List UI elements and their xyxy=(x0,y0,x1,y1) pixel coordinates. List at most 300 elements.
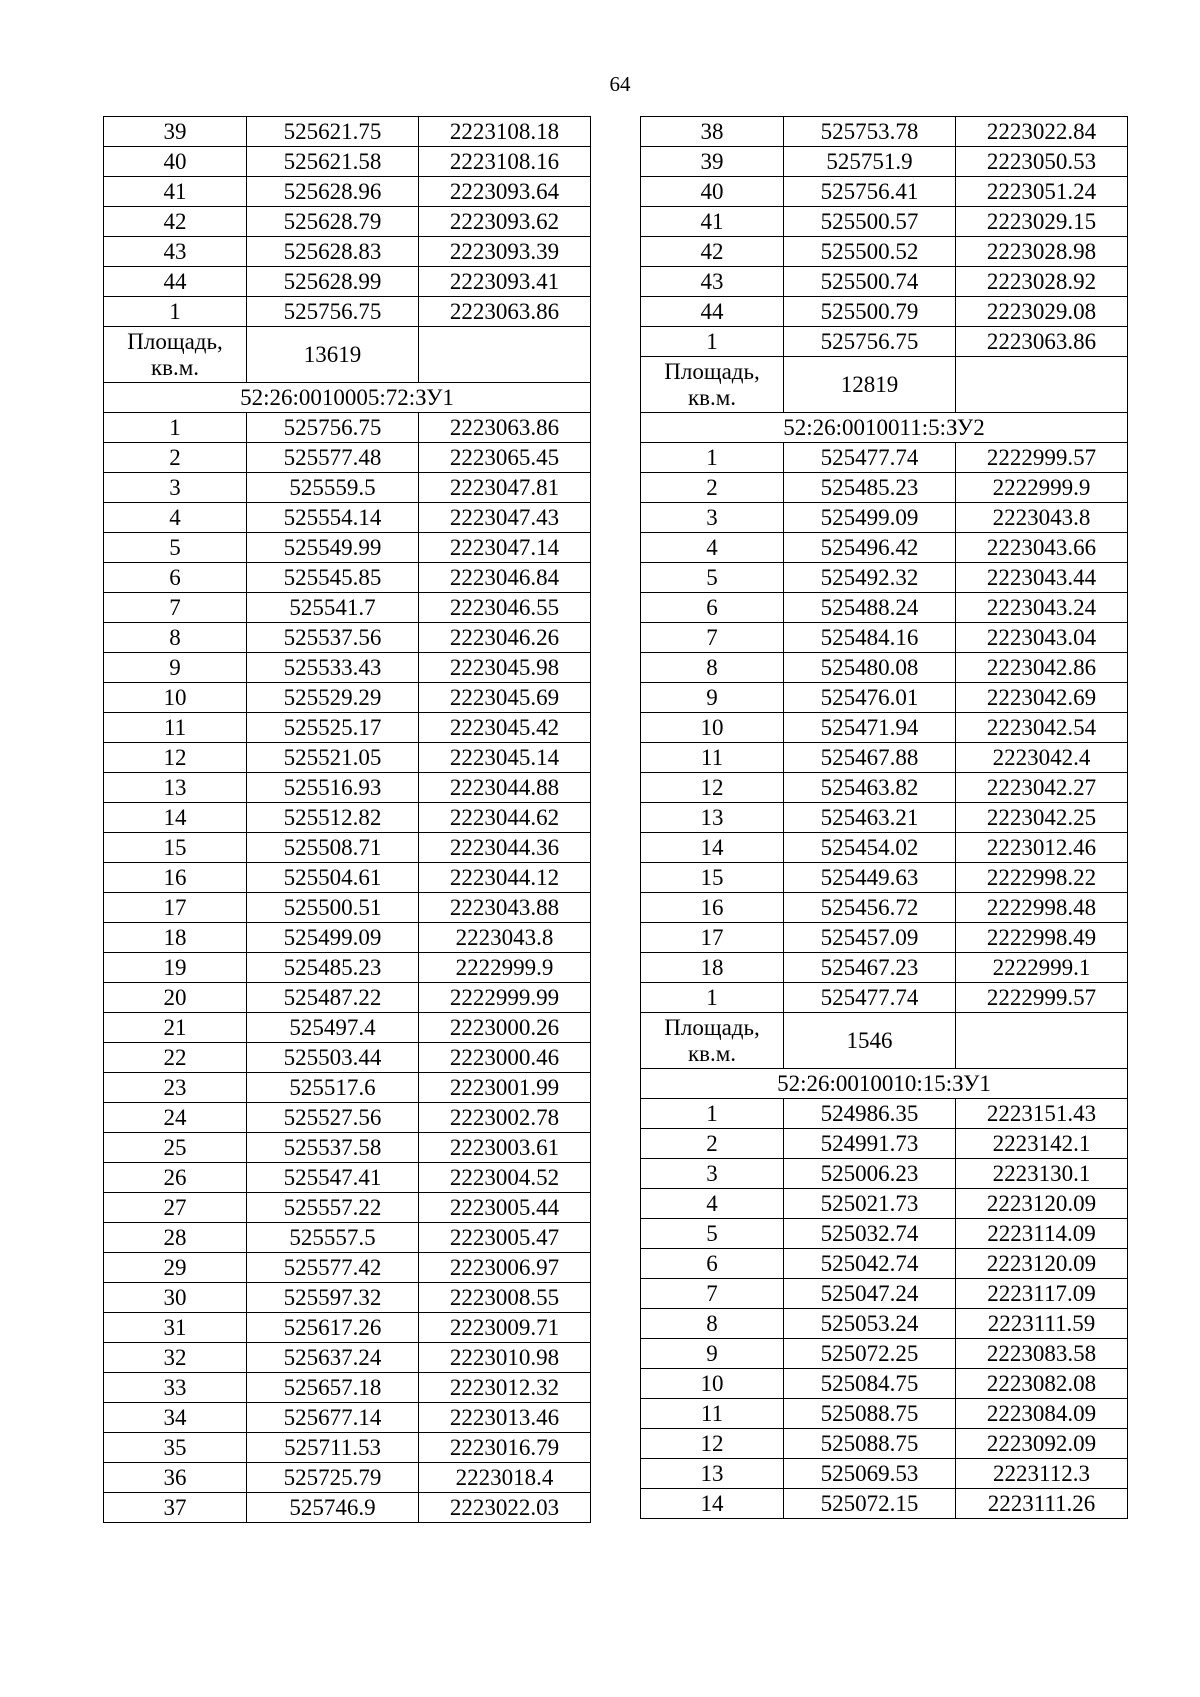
y-coordinate: 2223111.59 xyxy=(956,1309,1128,1339)
x-coordinate: 525756.75 xyxy=(247,297,419,327)
table-row xyxy=(104,623,591,653)
point-number: 17 xyxy=(641,923,784,953)
point-number: 6 xyxy=(641,593,784,623)
point-number: 1 xyxy=(104,413,247,443)
y-coordinate: 2223050.53 xyxy=(956,147,1128,177)
table-row xyxy=(641,563,1128,593)
y-coordinate: 2223042.54 xyxy=(956,713,1128,743)
x-coordinate: 525746.9 xyxy=(247,1493,419,1523)
x-coordinate: 525725.79 xyxy=(247,1463,419,1493)
y-coordinate: 2223002.78 xyxy=(419,1103,591,1133)
y-coordinate: 2223047.14 xyxy=(419,533,591,563)
x-coordinate: 525477.74 xyxy=(784,443,956,473)
x-coordinate: 525677.14 xyxy=(247,1403,419,1433)
table-row xyxy=(641,297,1128,327)
table-row xyxy=(641,1279,1128,1309)
table-row xyxy=(104,1103,591,1133)
x-coordinate: 525597.32 xyxy=(247,1283,419,1313)
point-number: 13 xyxy=(641,1459,784,1489)
point-number: 19 xyxy=(104,953,247,983)
table-row xyxy=(641,327,1128,357)
point-number: 34 xyxy=(104,1403,247,1433)
y-coordinate: 2223012.32 xyxy=(419,1373,591,1403)
y-coordinate: 2223013.46 xyxy=(419,1403,591,1433)
table-row xyxy=(104,803,591,833)
table-row xyxy=(641,683,1128,713)
point-number: 32 xyxy=(104,1343,247,1373)
table-row xyxy=(104,147,591,177)
table-row xyxy=(104,1463,591,1493)
x-coordinate: 525657.18 xyxy=(247,1373,419,1403)
point-number: 25 xyxy=(104,1133,247,1163)
y-coordinate: 2223084.09 xyxy=(956,1399,1128,1429)
area-row xyxy=(104,327,591,383)
table-row xyxy=(641,893,1128,923)
y-coordinate: 2223045.98 xyxy=(419,653,591,683)
table-row xyxy=(104,297,591,327)
y-coordinate: 2222998.49 xyxy=(956,923,1128,953)
point-number: 44 xyxy=(641,297,784,327)
x-coordinate: 525541.7 xyxy=(247,593,419,623)
x-coordinate: 525463.82 xyxy=(784,773,956,803)
y-coordinate: 2223042.86 xyxy=(956,653,1128,683)
y-coordinate: 2223142.1 xyxy=(956,1129,1128,1159)
table-row xyxy=(104,773,591,803)
point-number: 42 xyxy=(104,207,247,237)
y-coordinate: 2223044.36 xyxy=(419,833,591,863)
x-coordinate: 525471.94 xyxy=(784,713,956,743)
y-coordinate: 2222998.48 xyxy=(956,893,1128,923)
table-row xyxy=(104,1283,591,1313)
y-coordinate: 2223045.69 xyxy=(419,683,591,713)
table-row xyxy=(641,177,1128,207)
x-coordinate: 525527.56 xyxy=(247,1103,419,1133)
point-number: 10 xyxy=(641,713,784,743)
point-number: 12 xyxy=(104,743,247,773)
x-coordinate: 525500.79 xyxy=(784,297,956,327)
table-row xyxy=(641,1459,1128,1489)
x-coordinate: 525617.26 xyxy=(247,1313,419,1343)
point-number: 40 xyxy=(641,177,784,207)
x-coordinate: 525537.56 xyxy=(247,623,419,653)
y-coordinate: 2223051.24 xyxy=(956,177,1128,207)
table-row xyxy=(104,923,591,953)
point-number: 14 xyxy=(104,803,247,833)
point-number: 21 xyxy=(104,1013,247,1043)
point-number: 22 xyxy=(104,1043,247,1073)
point-number: 10 xyxy=(641,1369,784,1399)
table-row xyxy=(104,1253,591,1283)
table-row xyxy=(641,623,1128,653)
y-coordinate: 2223114.09 xyxy=(956,1219,1128,1249)
x-coordinate: 525517.6 xyxy=(247,1073,419,1103)
x-coordinate: 525621.75 xyxy=(247,117,419,147)
point-number: 29 xyxy=(104,1253,247,1283)
area-value: 13619 xyxy=(247,327,419,383)
y-coordinate: 2223029.08 xyxy=(956,297,1128,327)
x-coordinate: 525457.09 xyxy=(784,923,956,953)
table-row xyxy=(641,533,1128,563)
table-row xyxy=(641,267,1128,297)
x-coordinate: 525476.01 xyxy=(784,683,956,713)
y-coordinate: 2223044.12 xyxy=(419,863,591,893)
x-coordinate: 525072.15 xyxy=(784,1489,956,1519)
x-coordinate: 524986.35 xyxy=(784,1099,956,1129)
table-row xyxy=(641,1159,1128,1189)
y-coordinate: 2223120.09 xyxy=(956,1249,1128,1279)
point-number: 11 xyxy=(641,743,784,773)
x-coordinate: 525628.83 xyxy=(247,237,419,267)
cadastral-number: 52:26:0010005:72:ЗУ1 xyxy=(104,383,591,413)
y-coordinate: 2223047.43 xyxy=(419,503,591,533)
point-number: 39 xyxy=(104,117,247,147)
x-coordinate: 525504.61 xyxy=(247,863,419,893)
table-row xyxy=(104,1163,591,1193)
y-coordinate: 2223022.84 xyxy=(956,117,1128,147)
area-label: Площадь, кв.м. xyxy=(641,1013,784,1069)
x-coordinate: 525753.78 xyxy=(784,117,956,147)
y-coordinate: 2222999.57 xyxy=(956,983,1128,1013)
empty-cell xyxy=(956,357,1128,413)
y-coordinate: 2223108.18 xyxy=(419,117,591,147)
x-coordinate: 525545.85 xyxy=(247,563,419,593)
x-coordinate: 525549.99 xyxy=(247,533,419,563)
table-row xyxy=(641,923,1128,953)
table-row xyxy=(104,683,591,713)
point-number: 27 xyxy=(104,1193,247,1223)
point-number: 5 xyxy=(641,1219,784,1249)
table-row xyxy=(641,1429,1128,1459)
point-number: 41 xyxy=(641,207,784,237)
point-number: 1 xyxy=(104,297,247,327)
point-number: 36 xyxy=(104,1463,247,1493)
y-coordinate: 2223046.26 xyxy=(419,623,591,653)
y-coordinate: 2223093.64 xyxy=(419,177,591,207)
x-coordinate: 525628.99 xyxy=(247,267,419,297)
point-number: 12 xyxy=(641,1429,784,1459)
x-coordinate: 525088.75 xyxy=(784,1399,956,1429)
y-coordinate: 2223093.41 xyxy=(419,267,591,297)
table-row xyxy=(104,207,591,237)
point-number: 4 xyxy=(641,533,784,563)
point-number: 23 xyxy=(104,1073,247,1103)
y-coordinate: 2223012.46 xyxy=(956,833,1128,863)
table-row xyxy=(641,1369,1128,1399)
table-row xyxy=(104,413,591,443)
x-coordinate: 525537.58 xyxy=(247,1133,419,1163)
y-coordinate: 2223044.88 xyxy=(419,773,591,803)
point-number: 4 xyxy=(104,503,247,533)
y-coordinate: 2223065.45 xyxy=(419,443,591,473)
x-coordinate: 525554.14 xyxy=(247,503,419,533)
point-number: 1 xyxy=(641,443,784,473)
x-coordinate: 525042.74 xyxy=(784,1249,956,1279)
x-coordinate: 525711.53 xyxy=(247,1433,419,1463)
y-coordinate: 2223043.8 xyxy=(956,503,1128,533)
coordinates-table-left xyxy=(103,116,591,1523)
point-number: 3 xyxy=(641,503,784,533)
x-coordinate: 525497.4 xyxy=(247,1013,419,1043)
y-coordinate: 2223022.03 xyxy=(419,1493,591,1523)
point-number: 16 xyxy=(641,893,784,923)
y-coordinate: 2223008.55 xyxy=(419,1283,591,1313)
x-coordinate: 525557.5 xyxy=(247,1223,419,1253)
x-coordinate: 525499.09 xyxy=(784,503,956,533)
table-row xyxy=(641,1399,1128,1429)
x-coordinate: 525500.52 xyxy=(784,237,956,267)
y-coordinate: 2223016.79 xyxy=(419,1433,591,1463)
point-number: 20 xyxy=(104,983,247,1013)
point-number: 43 xyxy=(104,237,247,267)
y-coordinate: 2223003.61 xyxy=(419,1133,591,1163)
area-label: Площадь, кв.м. xyxy=(641,357,784,413)
y-coordinate: 2223117.09 xyxy=(956,1279,1128,1309)
y-coordinate: 2223042.25 xyxy=(956,803,1128,833)
y-coordinate: 2223009.71 xyxy=(419,1313,591,1343)
table-row xyxy=(641,237,1128,267)
point-number: 30 xyxy=(104,1283,247,1313)
x-coordinate: 525449.63 xyxy=(784,863,956,893)
point-number: 42 xyxy=(641,237,784,267)
y-coordinate: 2223028.98 xyxy=(956,237,1128,267)
point-number: 43 xyxy=(641,267,784,297)
table-row xyxy=(104,1133,591,1163)
point-number: 1 xyxy=(641,1099,784,1129)
table-row xyxy=(104,473,591,503)
point-number: 39 xyxy=(641,147,784,177)
x-coordinate: 525751.9 xyxy=(784,147,956,177)
x-coordinate: 525637.24 xyxy=(247,1343,419,1373)
point-number: 35 xyxy=(104,1433,247,1463)
area-label: Площадь, кв.м. xyxy=(104,327,247,383)
x-coordinate: 525069.53 xyxy=(784,1459,956,1489)
y-coordinate: 2223108.16 xyxy=(419,147,591,177)
point-number: 15 xyxy=(104,833,247,863)
x-coordinate: 525084.75 xyxy=(784,1369,956,1399)
x-coordinate: 525053.24 xyxy=(784,1309,956,1339)
y-coordinate: 2223000.26 xyxy=(419,1013,591,1043)
point-number: 1 xyxy=(641,983,784,1013)
point-number: 11 xyxy=(641,1399,784,1429)
x-coordinate: 525485.23 xyxy=(247,953,419,983)
point-number: 18 xyxy=(641,953,784,983)
y-coordinate: 2223043.44 xyxy=(956,563,1128,593)
section-heading-row xyxy=(641,413,1128,443)
table-row xyxy=(104,443,591,473)
y-coordinate: 2222998.22 xyxy=(956,863,1128,893)
y-coordinate: 2223042.27 xyxy=(956,773,1128,803)
point-number: 13 xyxy=(104,773,247,803)
table-row xyxy=(641,1249,1128,1279)
x-coordinate: 525559.5 xyxy=(247,473,419,503)
y-coordinate: 2223092.09 xyxy=(956,1429,1128,1459)
y-coordinate: 2223043.8 xyxy=(419,923,591,953)
y-coordinate: 2223004.52 xyxy=(419,1163,591,1193)
point-number: 9 xyxy=(104,653,247,683)
table-row xyxy=(104,1373,591,1403)
y-coordinate: 2223001.99 xyxy=(419,1073,591,1103)
table-row xyxy=(104,743,591,773)
x-coordinate: 525521.05 xyxy=(247,743,419,773)
y-coordinate: 2222999.9 xyxy=(419,953,591,983)
x-coordinate: 525577.42 xyxy=(247,1253,419,1283)
x-coordinate: 525492.32 xyxy=(784,563,956,593)
x-coordinate: 525500.57 xyxy=(784,207,956,237)
x-coordinate: 525488.24 xyxy=(784,593,956,623)
table-row xyxy=(641,803,1128,833)
y-coordinate: 2223112.3 xyxy=(956,1459,1128,1489)
y-coordinate: 2223043.88 xyxy=(419,893,591,923)
table-row xyxy=(104,1493,591,1523)
table-row xyxy=(104,593,591,623)
table-row xyxy=(641,1309,1128,1339)
x-coordinate: 525508.71 xyxy=(247,833,419,863)
table-row xyxy=(104,267,591,297)
point-number: 16 xyxy=(104,863,247,893)
table-row xyxy=(641,117,1128,147)
x-coordinate: 525467.88 xyxy=(784,743,956,773)
y-coordinate: 2223028.92 xyxy=(956,267,1128,297)
x-coordinate: 525454.02 xyxy=(784,833,956,863)
point-number: 4 xyxy=(641,1189,784,1219)
x-coordinate: 525525.17 xyxy=(247,713,419,743)
x-coordinate: 525032.74 xyxy=(784,1219,956,1249)
x-coordinate: 525456.72 xyxy=(784,893,956,923)
x-coordinate: 525756.41 xyxy=(784,177,956,207)
x-coordinate: 525529.29 xyxy=(247,683,419,713)
empty-cell xyxy=(956,1013,1128,1069)
table-row xyxy=(104,117,591,147)
point-number: 18 xyxy=(104,923,247,953)
table-row xyxy=(641,147,1128,177)
y-coordinate: 2222999.99 xyxy=(419,983,591,1013)
y-coordinate: 2223093.39 xyxy=(419,237,591,267)
table-row xyxy=(104,1193,591,1223)
area-value: 12819 xyxy=(784,357,956,413)
y-coordinate: 2223063.86 xyxy=(419,297,591,327)
y-coordinate: 2223093.62 xyxy=(419,207,591,237)
table-row xyxy=(104,1313,591,1343)
cadastral-number: 52:26:0010010:15:ЗУ1 xyxy=(641,1069,1128,1099)
x-coordinate: 525484.16 xyxy=(784,623,956,653)
y-coordinate: 2223063.86 xyxy=(956,327,1128,357)
point-number: 26 xyxy=(104,1163,247,1193)
area-row xyxy=(641,357,1128,413)
point-number: 10 xyxy=(104,683,247,713)
table-row xyxy=(641,473,1128,503)
point-number: 41 xyxy=(104,177,247,207)
table-row xyxy=(104,863,591,893)
section-heading-row xyxy=(104,383,591,413)
point-number: 2 xyxy=(104,443,247,473)
y-coordinate: 2223045.14 xyxy=(419,743,591,773)
y-coordinate: 2223044.62 xyxy=(419,803,591,833)
x-coordinate: 525628.96 xyxy=(247,177,419,207)
y-coordinate: 2223043.04 xyxy=(956,623,1128,653)
table-row xyxy=(104,1403,591,1433)
y-coordinate: 2223010.98 xyxy=(419,1343,591,1373)
x-coordinate: 525021.73 xyxy=(784,1189,956,1219)
point-number: 5 xyxy=(641,563,784,593)
x-coordinate: 525499.09 xyxy=(247,923,419,953)
x-coordinate: 524991.73 xyxy=(784,1129,956,1159)
table-row xyxy=(641,207,1128,237)
y-coordinate: 2223111.26 xyxy=(956,1489,1128,1519)
table-row xyxy=(641,443,1128,473)
point-number: 38 xyxy=(641,117,784,147)
table-row xyxy=(641,773,1128,803)
point-number: 31 xyxy=(104,1313,247,1343)
section-heading-row xyxy=(641,1069,1128,1099)
table-row xyxy=(641,1339,1128,1369)
x-coordinate: 525557.22 xyxy=(247,1193,419,1223)
y-coordinate: 2223046.55 xyxy=(419,593,591,623)
x-coordinate: 525463.21 xyxy=(784,803,956,833)
x-coordinate: 525467.23 xyxy=(784,953,956,983)
point-number: 6 xyxy=(104,563,247,593)
x-coordinate: 525756.75 xyxy=(784,327,956,357)
x-coordinate: 525516.93 xyxy=(247,773,419,803)
x-coordinate: 525487.22 xyxy=(247,983,419,1013)
table-row xyxy=(641,1219,1128,1249)
table-row xyxy=(104,533,591,563)
point-number: 13 xyxy=(641,803,784,833)
table-row xyxy=(641,743,1128,773)
point-number: 7 xyxy=(104,593,247,623)
table-row xyxy=(104,1433,591,1463)
table-row xyxy=(641,1189,1128,1219)
point-number: 24 xyxy=(104,1103,247,1133)
table-row xyxy=(104,653,591,683)
y-coordinate: 2223047.81 xyxy=(419,473,591,503)
table-row xyxy=(104,1013,591,1043)
x-coordinate: 525088.75 xyxy=(784,1429,956,1459)
point-number: 11 xyxy=(104,713,247,743)
y-coordinate: 2223083.58 xyxy=(956,1339,1128,1369)
table-row xyxy=(104,1343,591,1373)
table-row xyxy=(104,893,591,923)
point-number: 12 xyxy=(641,773,784,803)
y-coordinate: 2222999.1 xyxy=(956,953,1128,983)
x-coordinate: 525756.75 xyxy=(247,413,419,443)
point-number: 40 xyxy=(104,147,247,177)
x-coordinate: 525628.79 xyxy=(247,207,419,237)
point-number: 3 xyxy=(641,1159,784,1189)
x-coordinate: 525006.23 xyxy=(784,1159,956,1189)
table-row xyxy=(104,983,591,1013)
x-coordinate: 525072.25 xyxy=(784,1339,956,1369)
point-number: 14 xyxy=(641,1489,784,1519)
table-row xyxy=(104,1073,591,1103)
y-coordinate: 2223063.86 xyxy=(419,413,591,443)
table-row xyxy=(641,1099,1128,1129)
area-row xyxy=(641,1013,1128,1069)
y-coordinate: 2223120.09 xyxy=(956,1189,1128,1219)
point-number: 3 xyxy=(104,473,247,503)
point-number: 6 xyxy=(641,1249,784,1279)
y-coordinate: 2223046.84 xyxy=(419,563,591,593)
x-coordinate: 525500.74 xyxy=(784,267,956,297)
x-coordinate: 525621.58 xyxy=(247,147,419,177)
y-coordinate: 2222999.9 xyxy=(956,473,1128,503)
y-coordinate: 2223000.46 xyxy=(419,1043,591,1073)
point-number: 17 xyxy=(104,893,247,923)
table-row xyxy=(104,563,591,593)
y-coordinate: 2223005.44 xyxy=(419,1193,591,1223)
table-row xyxy=(104,713,591,743)
y-coordinate: 2223043.66 xyxy=(956,533,1128,563)
point-number: 44 xyxy=(104,267,247,297)
